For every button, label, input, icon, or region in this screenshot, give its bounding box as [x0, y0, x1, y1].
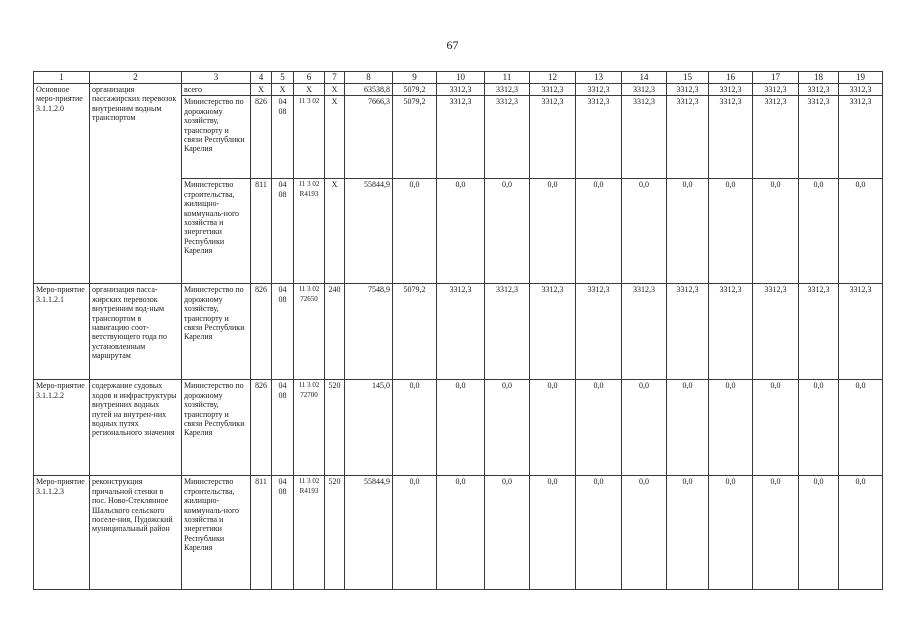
section-code: 04 08 [272, 284, 294, 380]
expense-type: 520 [325, 476, 345, 590]
section-code: Х [272, 84, 294, 96]
column-number-header: 8 [345, 72, 393, 84]
amount-value: 0,0 [667, 476, 709, 590]
amount-value: 0,0 [576, 380, 622, 476]
amount-value: 3312,3 [485, 96, 530, 179]
amount-value: 3312,3 [622, 96, 667, 179]
amount-value: 3312,3 [667, 84, 709, 96]
amount-value: 3312,3 [622, 284, 667, 380]
amount-value: 3312,3 [437, 96, 485, 179]
expense-type: Х [325, 96, 345, 179]
amount-value: 0,0 [437, 380, 485, 476]
responsible-executor: Министерство строительства, жилищно-коммуналь-ного хозяйства и энергетики Республики Карелия [182, 179, 251, 284]
page-number: 67 [446, 38, 459, 52]
amount-value: 55844,9 [345, 476, 393, 590]
responsible-executor: Министерство по дорожному хозяйству, транспорту и связи Республики Карелия [182, 380, 251, 476]
amount-value: 3312,3 [485, 84, 530, 96]
section-code: 04 08 [272, 476, 294, 590]
expense-type: 240 [325, 284, 345, 380]
amount-value: 0,0 [753, 179, 799, 284]
event-description: организация пассажирских перевозок внутренним водным транспортом [90, 84, 182, 284]
amount-value: 0,0 [393, 380, 437, 476]
amount-value: 3312,3 [753, 284, 799, 380]
column-number-header: 16 [709, 72, 753, 84]
amount-value: 0,0 [530, 380, 576, 476]
table-row [34, 476, 883, 590]
section-code: 04 08 [272, 179, 294, 284]
grbs-code: 811 [251, 179, 272, 284]
amount-value: 0,0 [393, 476, 437, 590]
amount-value: 3312,3 [530, 84, 576, 96]
amount-value: 0,0 [437, 179, 485, 284]
column-number-header: 10 [437, 72, 485, 84]
amount-value: 3312,3 [437, 84, 485, 96]
amount-value: 0,0 [393, 179, 437, 284]
column-number-header: 9 [393, 72, 437, 84]
responsible-executor: Министерство по дорожному хозяйству, транспорту и связи Республики Карелия [182, 284, 251, 380]
amount-value: 0,0 [667, 380, 709, 476]
target-article: 11 3 02 R4193 [294, 179, 325, 284]
amount-value: 0,0 [799, 476, 839, 590]
grbs-code: 811 [251, 476, 272, 590]
column-number-header: 1 [34, 72, 90, 84]
amount-value: 0,0 [753, 476, 799, 590]
column-number-header: 13 [576, 72, 622, 84]
column-number-header: 11 [485, 72, 530, 84]
amount-value: 3312,3 [799, 284, 839, 380]
amount-value: 5079,2 [393, 284, 437, 380]
amount-value: 3312,3 [576, 96, 622, 179]
expense-type: Х [325, 179, 345, 284]
event-code: Меро-приятие 3.1.1.2.2 [34, 380, 90, 476]
amount-value: 0,0 [839, 179, 883, 284]
amount-value: 0,0 [709, 179, 753, 284]
event-code: Меро-приятие 3.1.1.2.3 [34, 476, 90, 590]
amount-value: 0,0 [530, 179, 576, 284]
amount-value: 0,0 [799, 179, 839, 284]
amount-value: 7548,9 [345, 284, 393, 380]
grbs-code: 826 [251, 380, 272, 476]
amount-value: 3312,3 [530, 284, 576, 380]
column-number-header: 18 [799, 72, 839, 84]
amount-value: 3312,3 [839, 96, 883, 179]
amount-value: 0,0 [799, 380, 839, 476]
table-row [34, 84, 883, 96]
target-article: 11 3 02 R4193 [294, 476, 325, 590]
budget-table [33, 71, 883, 590]
grbs-code: Х [251, 84, 272, 96]
column-number-header: 3 [182, 72, 251, 84]
amount-value: 3312,3 [839, 84, 883, 96]
amount-value: 3312,3 [709, 96, 753, 179]
column-number-header: 4 [251, 72, 272, 84]
amount-value: 0,0 [576, 476, 622, 590]
amount-value: 0,0 [485, 179, 530, 284]
amount-value: 3312,3 [485, 284, 530, 380]
amount-value: 145,0 [345, 380, 393, 476]
grbs-code: 826 [251, 96, 272, 179]
expense-type: 520 [325, 380, 345, 476]
amount-value: 3312,3 [709, 284, 753, 380]
amount-value: 7666,3 [345, 96, 393, 179]
column-number-header: 15 [667, 72, 709, 84]
amount-value: 0,0 [576, 179, 622, 284]
amount-value: 63538,8 [345, 84, 393, 96]
column-number-header: 14 [622, 72, 667, 84]
amount-value: 0,0 [667, 179, 709, 284]
section-code: 04 08 [272, 96, 294, 179]
amount-value: 3312,3 [799, 96, 839, 179]
amount-value: 3312,3 [437, 284, 485, 380]
column-number-header: 7 [325, 72, 345, 84]
amount-value: 3312,3 [576, 84, 622, 96]
amount-value: 3312,3 [667, 284, 709, 380]
amount-value: 3312,3 [839, 284, 883, 380]
column-number-header: 6 [294, 72, 325, 84]
amount-value: 0,0 [839, 476, 883, 590]
amount-value: 55844,9 [345, 179, 393, 284]
amount-value: 0,0 [437, 476, 485, 590]
responsible-executor: Министерство строительства, жилищно-коммуналь-ного хозяйства и энергетики Республики Карелия [182, 476, 251, 590]
amount-value: 3312,3 [799, 84, 839, 96]
amount-value: 3312,3 [576, 284, 622, 380]
amount-value: 0,0 [485, 380, 530, 476]
amount-value: 0,0 [622, 476, 667, 590]
amount-value: 0,0 [709, 476, 753, 590]
responsible-executor: всего [182, 84, 251, 96]
amount-value: 3312,3 [667, 96, 709, 179]
amount-value: 0,0 [530, 476, 576, 590]
amount-value: 0,0 [622, 380, 667, 476]
amount-value: 3312,3 [753, 96, 799, 179]
target-article: 11 3 02 72700 [294, 380, 325, 476]
amount-value: 3312,3 [530, 96, 576, 179]
event-code: Основное меро-приятие 3.1.1.2.0 [34, 84, 90, 284]
amount-value: 0,0 [485, 476, 530, 590]
column-number-header: 19 [839, 72, 883, 84]
target-article: 11 3 02 [294, 96, 325, 179]
expense-type: Х [325, 84, 345, 96]
event-description: реконструкция причальной стенки в пос. Ново-Стеклянное Шальского сельского поселе-ния, Пудожский муниципальный район [90, 476, 182, 590]
table-row [34, 284, 883, 380]
amount-value: 0,0 [753, 380, 799, 476]
responsible-executor: Министерство по дорожному хозяйству, транспорту и связи Республики Карелия [182, 96, 251, 179]
target-article: Х [294, 84, 325, 96]
amount-value: 3312,3 [753, 84, 799, 96]
event-description: организация пасса-жирских перевозок внутренним вод-ным транспортом в навигацию соот-ветствующего года по установленным маршрутам [90, 284, 182, 380]
amount-value: 0,0 [839, 380, 883, 476]
amount-value: 0,0 [622, 179, 667, 284]
grbs-code: 826 [251, 284, 272, 380]
table-row [34, 380, 883, 476]
amount-value: 0,0 [709, 380, 753, 476]
amount-value: 5079,2 [393, 96, 437, 179]
column-number-header: 2 [90, 72, 182, 84]
amount-value: 3312,3 [709, 84, 753, 96]
column-number-header: 5 [272, 72, 294, 84]
column-number-header: 17 [753, 72, 799, 84]
event-description: содержание судовых ходов и инфраструктуры внутренних водных путей на внутрен-них водных путях регионального значения [90, 380, 182, 476]
amount-value: 5079,2 [393, 84, 437, 96]
header-row [34, 72, 883, 84]
target-article: 11 3 02 72650 [294, 284, 325, 380]
amount-value: 3312,3 [622, 84, 667, 96]
event-code: Меро-приятие 3.1.1.2.1 [34, 284, 90, 380]
column-number-header: 12 [530, 72, 576, 84]
section-code: 04 08 [272, 380, 294, 476]
